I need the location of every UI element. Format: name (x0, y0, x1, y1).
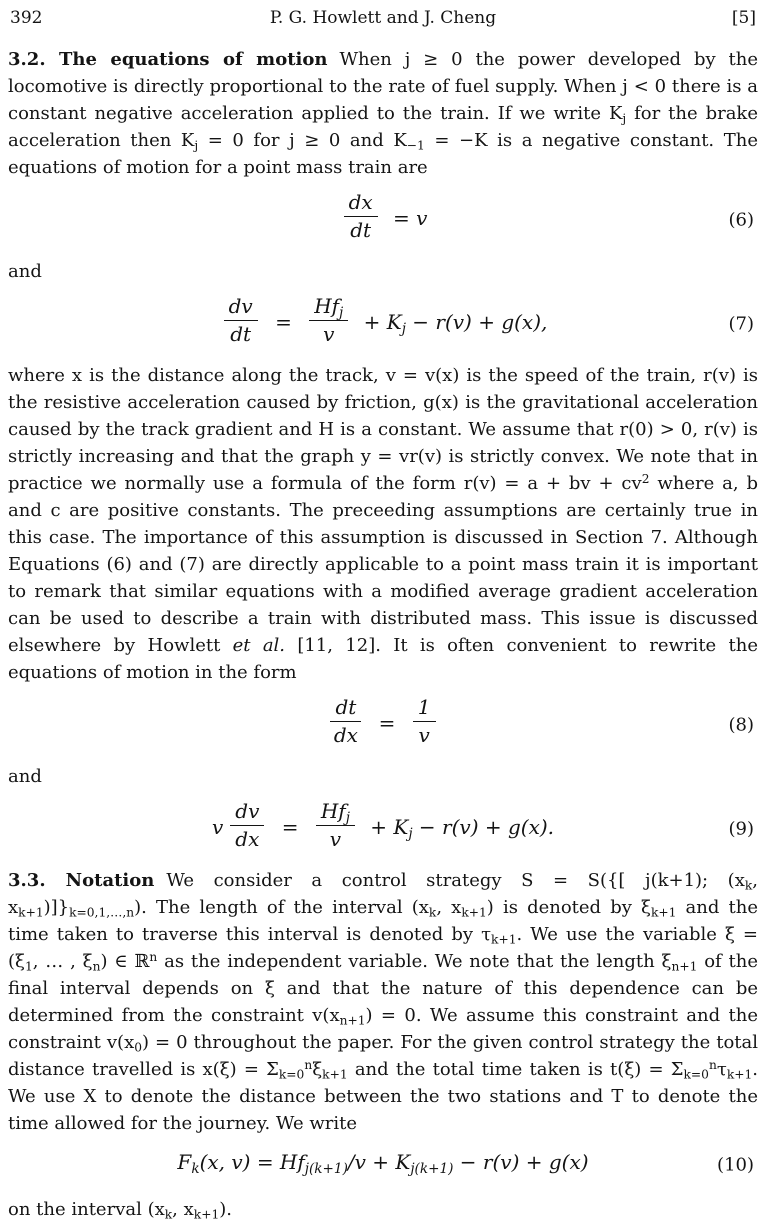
equation-9-tail: + $K_j - r(v) + g(x)$. (370, 815, 555, 843)
section-3-2-intro: When j ≥ 0 the power developed by the locomotive is directly proportional to the rate of fuel supply. When j < 0 there is a constant negative acceleration applied to the train. If we write $K_j$ for the brake acceleration then $K_j = 0$ for j ≥ 0 and $K_{-1} = -K$ is a negative constant. The equations of motion for a point mass train are (8, 49, 758, 178)
fraction-Hfj-v: $\frac{Hf_j}{v}$ (309, 295, 348, 346)
connector-and-2: and (8, 766, 42, 787)
equation-9 (8, 799, 758, 854)
equation-9-prefix: v (211, 815, 224, 839)
equation-7-tail: + $K_j - r(v) + g(x)$, (363, 310, 548, 338)
equation-6-body (339, 190, 428, 245)
fraction-dv-dt: $\frac{dv}{dt}$ (224, 295, 258, 346)
fraction-dx-dt: $\frac{dx}{dt}$ (344, 191, 378, 242)
fraction-dv-dx: $\frac{dv}{dx}$ (230, 800, 264, 851)
equation-8-number: (8) (728, 714, 754, 735)
equation-7-number: (7) (728, 313, 754, 334)
running-title: P. G. Howlett and J. Cheng (269, 8, 497, 28)
equation-7 (8, 294, 758, 349)
paragraph-motion-explanation: where x is the distance along the track, v = v(x) is the speed of the train, r(v) is the resistive acceleration caused by friction, g(x) is the gravitational acceleration caused by the track gradient and H is a constant. We assume that r(0) > 0, r(v) is strictly increasing and that the graph y = vr(v) is strictly convex. We note that in practice we normally use a formula of the form r(v) = a + bv + $cv^2$ where a, b and c are positive constants. The preceeding assumptions are certainly true in this case. The importance of this assumption is discussed in Section 7. Although Equations (6) and (7) are directly applicable to a point mass train it is important to remark that similar equations with a modified average gradient acceleration can be used to describe a train with distributed mass. This issue is discussed elsewhere by Howlett et al. [11, 12]. It is often convenient to rewrite the equations of motion in the form (8, 365, 758, 683)
equation-8 (8, 695, 758, 750)
equation-10 (8, 1150, 758, 1180)
equation-8-body (325, 695, 440, 750)
page-header (8, 8, 758, 32)
equation-6 (8, 190, 758, 245)
fraction-Hfj-v: $\frac{Hf_j}{v}$ (316, 800, 355, 851)
equals-sign: = (281, 815, 299, 839)
equals-sign: = (275, 310, 292, 334)
section-3-3-paragraph (8, 867, 758, 1137)
equation-10-number: (10) (717, 1154, 754, 1176)
equation-10-body: $F_k(x$, $v) = Hf_{j(k+1)}/v + K_{j(k+1)} - r(v) + g(x)$ (177, 1150, 589, 1178)
page-number: 392 (10, 8, 43, 28)
equation-9-body (211, 799, 555, 854)
fraction-1-v: $\frac{1}{v}$ (413, 696, 436, 747)
closing-line: on the interval ($x_k$, $x_{k+1}$). (8, 1199, 232, 1222)
equation-6-rhs: = v (393, 206, 428, 230)
section-3-2-heading: 3.2. The equations of motion (8, 49, 328, 70)
section-3-3-heading: 3.3. Notation (8, 870, 155, 891)
page-reference: [5] (731, 8, 756, 28)
section-3-2-paragraph (8, 46, 758, 181)
connector-and-1: and (8, 261, 42, 282)
fraction-dt-dx: $\frac{dt}{dx}$ (330, 696, 361, 747)
equals-sign: = (378, 711, 396, 735)
section-3-3-body: We consider a control strategy S = S({[ j(k+1); ($x_k$, $x_{k+1})]\}_{k=0,1,\dots,n}$). The length of the interval ($x_k$, $x_{k+1}$) is denoted by $\xi_{k+1}$ and the time taken to traverse this interval is denoted by $\tau_{k+1}$. We use the variable $\xi = (\xi_1$, … , $\xi_n$) ∈ ℝ$^n$ as the independent variable. We note that the length $\xi_{n+1}$ of the final interval depends on ξ and that the nature of this dependence can be determined from the constraint $v(x_{n+1}) = 0$. We assume this constraint and the constraint $v(x_0) = 0$ throughout the paper. For the given control strategy the total distance travelled is $x(\xi) = \Sigma_{k=0}^n\xi_{k+1}$ and the total time taken is $t(\xi) = \Sigma_{k=0}^n\tau_{k+1}$. We use X to denote the distance between the two stations and T to denote the time allowed for the journey. We write (8, 870, 759, 1134)
equation-9-number: (9) (728, 818, 754, 839)
equation-7-body (219, 294, 548, 349)
equation-6-number: (6) (728, 209, 754, 230)
